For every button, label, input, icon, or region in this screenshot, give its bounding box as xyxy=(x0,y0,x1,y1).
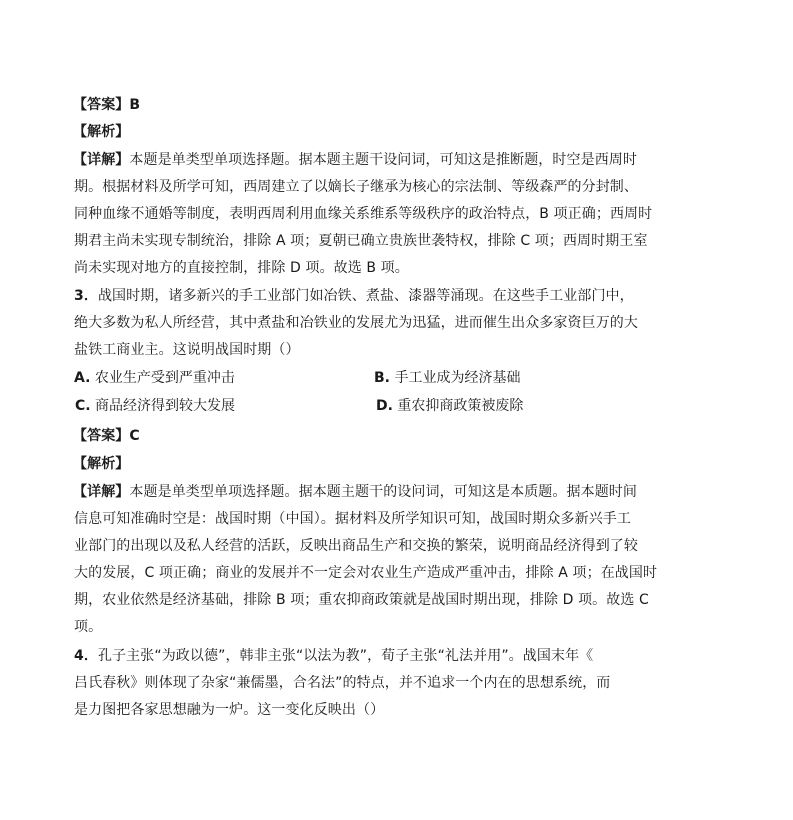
detail-line-q2-2: 期。根据材料及所学可知，西周建立了以嫡长子继承为核心的宗法制、等级森严的分封制、 xyxy=(74,179,638,195)
detail-line-q3-3: 业部门的出现以及私人经营的活跃，反映出商品生产和交换的繁荣，说明商品经济得到了较 xyxy=(74,538,638,554)
option-key: A. xyxy=(74,370,91,386)
option-text: 农业生产受到严重冲击 xyxy=(94,370,235,386)
question-3-line-3: 盐铁工商业主。这说明战国时期（） xyxy=(74,342,300,358)
answer-label: 【答案】 xyxy=(73,428,130,444)
question-3-line-2: 绝大多数为私人所经营，其中煮盐和冶铁业的发展尤为迅猛，进而催生出众多家资巨万的大 xyxy=(74,315,638,331)
answer-value: C xyxy=(129,428,140,444)
detail-line-q2-3: 同种血缘不通婚等制度，表明西周利用血缘关系维系等级秩序的政治特点，B 项正确；西周时 xyxy=(74,206,653,222)
question-4-line-2: 吕氏春秋》则体现了杂家“兼儒墨，合名法”的特点，并不追求一个内在的思想系统，而 xyxy=(74,675,611,691)
detail-line-q3-1 xyxy=(73,482,637,502)
question-number: 3． xyxy=(74,288,98,304)
question-4-line-3: 是力图把各家思想融为一炉。这一变化反映出（） xyxy=(74,702,385,718)
option-d xyxy=(376,396,523,416)
option-b xyxy=(374,368,520,388)
answer-value: B xyxy=(129,97,141,113)
question-number: 4． xyxy=(74,648,98,664)
question-stem: 孔子主张“为政以德”，韩非主张“以法为教”，荀子主张“礼法并用”。战国末年《 xyxy=(97,648,594,664)
answer-line-q2 xyxy=(73,95,140,115)
option-key: C. xyxy=(75,398,91,414)
question-4-line-1 xyxy=(74,646,593,666)
detail-line-q3-5: 期，农业依然是经济基础，排除 B 项；重农抑商政策就是战国时期出现，排除 D 项。故选 C xyxy=(74,592,649,608)
analysis-label-q3: 【解析】 xyxy=(73,456,130,472)
detail-line-q2-5: 尚未实现对地方的直接控制，排除 D 项。故选 B 项。 xyxy=(74,260,409,276)
detail-line-q2-1 xyxy=(73,150,637,170)
question-3-line-1 xyxy=(74,286,634,306)
detail-label: 【详解】 xyxy=(73,152,130,168)
answer-label: 【答案】 xyxy=(73,97,130,113)
detail-text: 本题是单类型单项选择题。据本题主题干设问词，可知这是推断题，时空是西周时 xyxy=(129,152,638,168)
answer-line-q3 xyxy=(73,426,140,446)
detail-line-q3-2: 信息可知准确时空是：战国时期（中国）。据材料及所学知识可知，战国时期众多新兴手工 xyxy=(74,511,631,527)
option-text: 手工业成为经济基础 xyxy=(394,370,521,386)
option-text: 重农抑商政策被废除 xyxy=(397,398,524,414)
detail-line-q3-4: 大的发展，C 项正确；商业的发展并不一定会对农业生产造成严重冲击，排除 A 项；在战国时 xyxy=(74,565,658,581)
detail-text: 本题是单类型单项选择题。据本题主题干的设问词，可知这是本质题。据本题时间 xyxy=(129,484,638,500)
option-text: 商品经济得到较大发展 xyxy=(95,398,236,414)
option-key: B. xyxy=(374,370,390,386)
option-a xyxy=(74,368,235,388)
option-key: D. xyxy=(376,398,393,414)
option-c xyxy=(75,396,235,416)
analysis-label-q2: 【解析】 xyxy=(73,124,130,140)
detail-label: 【详解】 xyxy=(73,484,130,500)
detail-line-q2-4: 期君主尚未实现专制统治，排除 A 项；夏朝已确立贵族世袭特权，排除 C 项；西周时期王室 xyxy=(74,233,648,249)
question-stem: 战国时期，诸多新兴的手工业部门如冶铁、煮盐、漆器等涌现。在这些手工业部门中， xyxy=(97,288,634,304)
detail-line-q3-6: 项。 xyxy=(74,619,103,635)
